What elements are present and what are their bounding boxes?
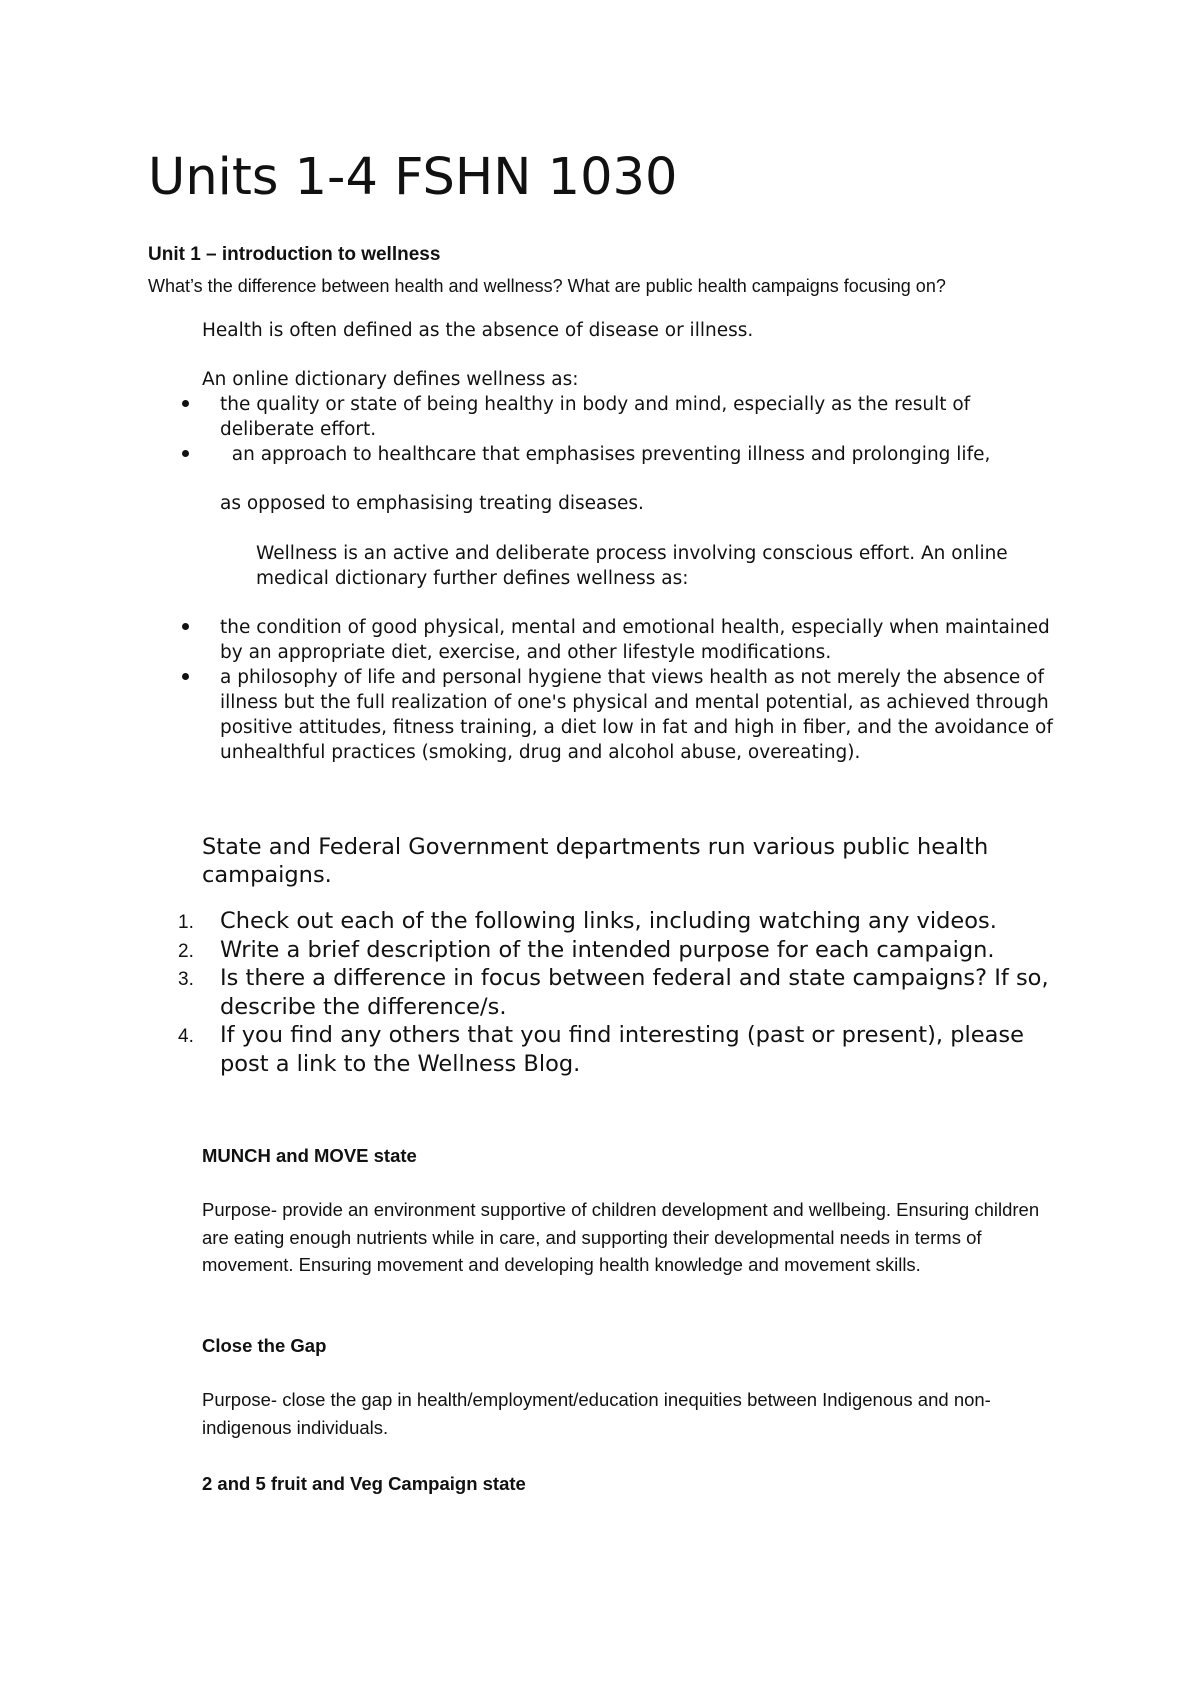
task-text: If you find any others that you find interesting (past or present), please post a link to the Wellness Blog. bbox=[220, 1022, 1024, 1077]
bullet-icon bbox=[182, 623, 189, 630]
task-item bbox=[178, 936, 1078, 965]
task-item bbox=[178, 1021, 1078, 1078]
task-number: 4. bbox=[178, 1026, 194, 1047]
list-item bbox=[178, 665, 1058, 765]
online-dictionary-continuation: as opposed to emphasising treating diseases. bbox=[220, 493, 644, 514]
task-item bbox=[178, 907, 1078, 936]
task-text: Is there a difference in focus between federal and state campaigns? If so, describe the difference/s. bbox=[220, 965, 1049, 1020]
unit-1-heading: Unit 1 – introduction to wellness bbox=[148, 244, 441, 265]
bullet-icon bbox=[182, 673, 189, 680]
bullet-icon bbox=[182, 400, 189, 407]
list-item bbox=[178, 392, 1058, 442]
online-dictionary-intro: An online dictionary defines wellness as: bbox=[202, 369, 579, 390]
medical-dictionary-list bbox=[178, 615, 1058, 765]
unit-1-question: What’s the difference between health and wellness? What are public health campaigns focusing on? bbox=[148, 276, 946, 296]
document-title: Units 1-4 FSHN 1030 bbox=[148, 148, 678, 207]
campaign-task-list bbox=[178, 907, 1078, 1078]
campaign-name: MUNCH and MOVE state bbox=[202, 1145, 417, 1166]
task-item bbox=[178, 964, 1078, 1021]
task-text: Write a brief description of the intended purpose for each campaign. bbox=[220, 936, 995, 963]
online-dictionary-list bbox=[178, 392, 1058, 467]
task-number: 2. bbox=[178, 940, 194, 962]
task-text: Check out each of the following links, including watching any videos. bbox=[220, 908, 997, 934]
health-definition: Health is often defined as the absence of disease or illness. bbox=[202, 320, 754, 341]
campaign-purpose: Purpose- close the gap in health/employment/education inequities between Indigenous and non-indigenous individuals. bbox=[202, 1389, 991, 1438]
list-item-text: the quality or state of being healthy in body and mind, especially as the result of deliberate effort. bbox=[220, 394, 977, 440]
wellness-active-paragraph: Wellness is an active and deliberate process involving conscious effort. An online medical dictionary further defines wellness as: bbox=[256, 543, 1008, 589]
list-item bbox=[178, 615, 1058, 665]
list-item-text: an approach to healthcare that emphasises preventing illness and prolonging life, bbox=[220, 444, 991, 465]
campaigns-intro: State and Federal Government departments run various public health campaigns. bbox=[202, 834, 989, 888]
list-item-text: the condition of good physical, mental and emotional health, especially when maintained by an appropriate diet, exercise, and other lifestyle modifications. bbox=[220, 617, 1050, 663]
campaign-purpose: Purpose- provide an environment supportive of children development and wellbeing. Ensuring children are eating enough nutrients while in care, and supporting their developmental needs in terms of movement. Ensuring movement and developing health knowledge and movement skills. bbox=[202, 1199, 1040, 1275]
campaign-name: 2 and 5 fruit and Veg Campaign state bbox=[202, 1473, 526, 1494]
campaign-name: Close the Gap bbox=[202, 1335, 327, 1356]
task-number: 3. bbox=[178, 969, 194, 990]
bullet-icon bbox=[182, 450, 189, 457]
list-item bbox=[178, 442, 1058, 467]
task-number: 1. bbox=[178, 912, 194, 933]
list-item-text: a philosophy of life and personal hygiene that views health as not merely the absence of illness but the full realization of one's physical and mental potential, as achieved through positive attitudes, fitness training, a diet low in fat and high in fiber, and the avoidance of unhealthful practices (smoking, drug and alcohol abuse, overeating). bbox=[220, 667, 1053, 763]
